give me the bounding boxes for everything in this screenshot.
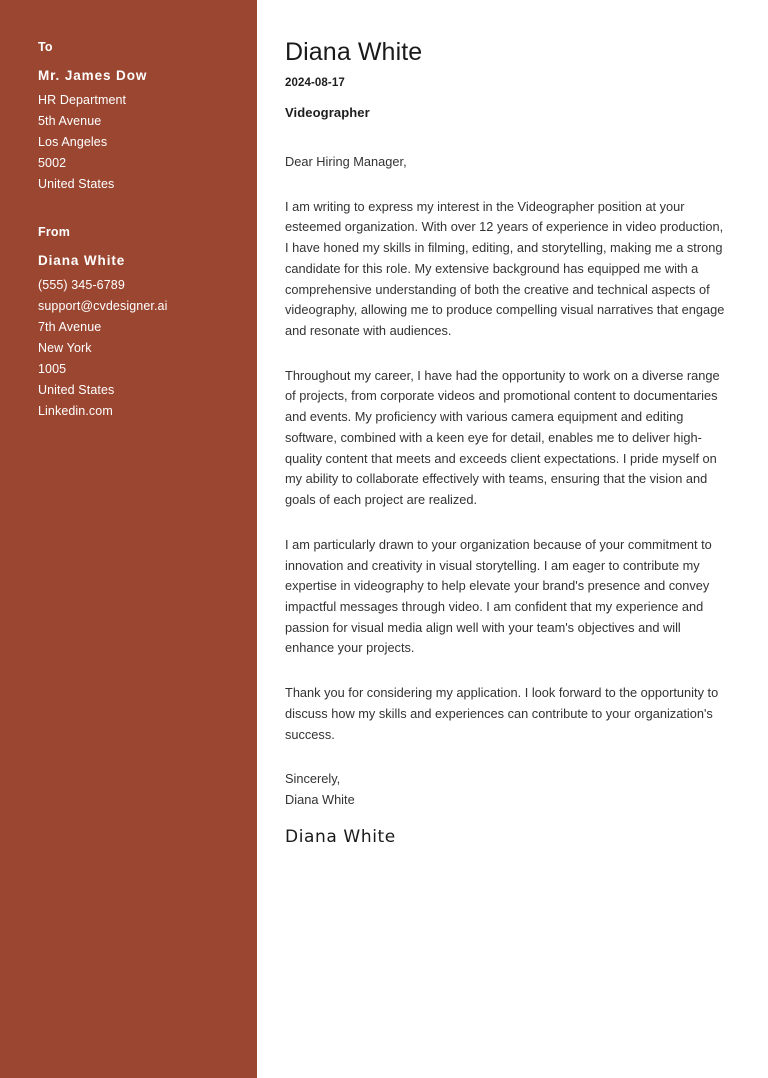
recipient-line-country: United States: [38, 177, 115, 191]
page-title: Diana White: [285, 38, 423, 66]
sender-phone[interactable]: (555) 345-6789: [38, 278, 125, 292]
recipient-line-city: Los Angeles: [38, 135, 108, 149]
sender-name: Diana White: [38, 253, 126, 268]
letter-closing-block: [285, 769, 728, 810]
recipient-heading: To: [38, 40, 53, 54]
recipient-line-street: 5th Avenue: [38, 114, 102, 128]
recipient-block: [38, 40, 257, 195]
sender-linkedin-link[interactable]: Linkedin.com: [38, 404, 113, 418]
sender-line-country: United States: [38, 383, 115, 397]
contact-sidebar: [0, 0, 257, 1078]
letter-paragraph-2: Throughout my career, I have had the opportunity to work on a diverse range of projects, from corporate videos and promotional content to documentaries and events. My proficiency with various camera equipment and editing software, combined with a keen eye for detail, enables me to deliver high-quality content that meets and exceeds client expectations. I pride myself on my ability to collaborate effectively with teams, ensuring that the vision and goals of each project are realized.: [285, 367, 720, 508]
sender-line-city: New York: [38, 341, 92, 355]
letter-paragraph-4: Thank you for considering my application. I look forward to the opportunity to discuss how my skills and experiences can contribute to your organization's success.: [285, 685, 719, 742]
sender-line-postcode: 1005: [38, 362, 67, 376]
letter-salutation: Dear Hiring Manager,: [285, 154, 407, 169]
recipient-line-department: HR Department: [38, 93, 127, 107]
letter-closing-name: Diana White: [285, 791, 355, 807]
letter-paragraph-1: I am writing to express my interest in the Videographer position at your esteemed organization. With over 12 years of experience in video production, I have honed my skills in filming, editing, and storytelling, making me a strong candidate for this role. My extensive background has equipped me with a comprehensive understanding of both the creative and technical aspects of videography, allowing me to produce compelling visual narratives that engage and resonate with audiences.: [285, 198, 725, 339]
sender-email[interactable]: support@cvdesigner.ai: [38, 299, 168, 313]
letter-body: [257, 0, 768, 1078]
letter-closing: Sincerely,: [285, 771, 341, 787]
letter-date: 2024-08-17: [285, 77, 345, 89]
signature: Diana White: [285, 826, 396, 847]
letter-paragraph-3: I am particularly drawn to your organization because of your commitment to innovation and creativity in visual storytelling. I am eager to contribute my expertise in videography to help elevate your brand's presence and convey impactful messages through video. I am confident that my experience and passion for visual media align well with your team's objectives and will enhance your projects.: [285, 536, 712, 656]
sender-block: [38, 225, 257, 422]
letter-role: Videographer: [285, 105, 370, 120]
recipient-line-postcode: 5002: [38, 156, 67, 170]
sender-line-street: 7th Avenue: [38, 320, 102, 334]
sender-heading: From: [38, 225, 71, 239]
recipient-name: Mr. James Dow: [38, 68, 148, 83]
